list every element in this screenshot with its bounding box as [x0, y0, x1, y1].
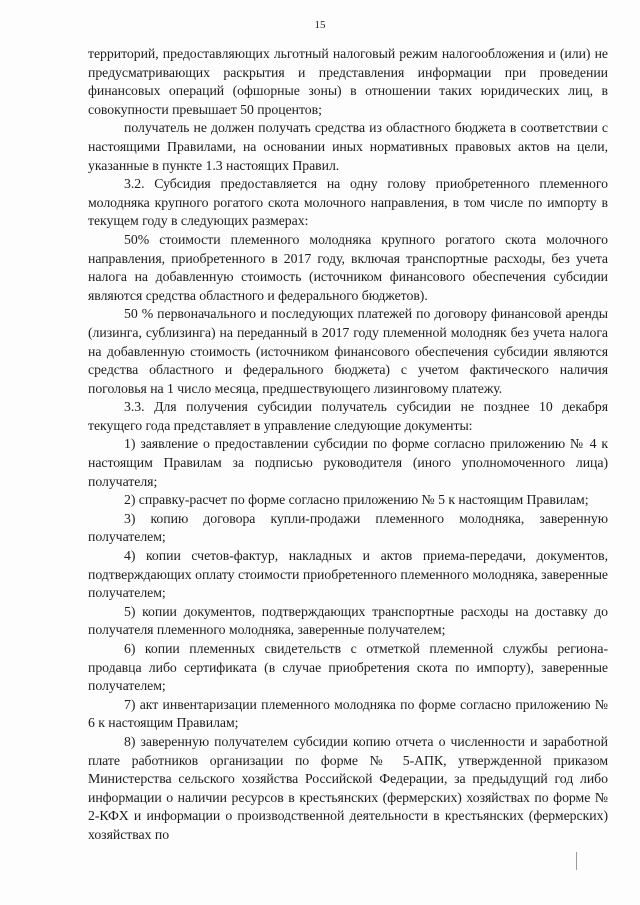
paragraph-subsidy-50-percent-cost: 50% стоимости племенного молодняка крупного рогатого скота молочного направления, приобретенного в 2017 году, включая транспортные расходы, без учета налога на добавленную стоимость (источником финансового обеспечения субсидии являются средства областного и федерального бюджетов). [88, 231, 608, 303]
list-item-4-invoices: 4) копии счетов-фактур, накладных и актов приема-передачи, документов, подтверждающих оплату стоимости приобретенного племенного молодняка, заверенные получателем; [88, 548, 608, 601]
list-item-1-application: 1) заявление о предоставлении субсидии по форме согласно приложению № 4 к настоящим Правилам за подписью руководителя (иного уполномоченного лица) получателя; [88, 436, 608, 489]
list-item-8-report-copy: 8) заверенную получателем субсидии копию отчета о численности и заработной плате работников организации по форме № 5-АПК, утвержденной приказом Министерства сельского хозяйства Российской Федерации, за предыдущий год либо информации о наличии ресурсов в крестьянских (фермерских) хозяйствах по форме № 2-КФХ и информации о производственной деятельности в крестьянских (фермерских) хозяйствах по [88, 733, 608, 842]
list-item-3-contract-copy: 3) копию договора купли-продажи племенного молодняка, заверенную получателем; [88, 510, 608, 545]
list-item-2-calculation: 2) справку-расчет по форме согласно приложению № 5 к настоящим Правилам; [124, 492, 589, 508]
paragraph-section-3-2: 3.2. Субсидия предоставляется на одну голову приобретенного племенного молодняка крупного рогатого скота молочного направления, в том числе по импорту в текущем году в следующих размерах: [88, 176, 608, 229]
scan-edge-mark [576, 852, 577, 870]
document-body [88, 45, 608, 845]
paragraph-subsidy-50-percent-leasing: 50 % первоначального и последующих платежей по договору финансовой аренды (лизинга, сублизинга) на переданный в 2017 году племенной молодняк без учета налога на добавленную стоимость (источником финансового обеспечения субсидии являются средства областного и федерального бюджета) с учетом фактического наличия поголовья на 1 число месяца, предшествующего лизинговому платежу. [88, 306, 608, 396]
paragraph-offshore-continuation: территорий, предоставляющих льготный налоговый режим налогообложения и (или) не предусматривающих раскрытия и представления информации при проведении финансовых операций (офшорные зоны) в отношении таких юридических лиц, в совокупности превышает 50 процентов; [88, 46, 608, 117]
page-number: 15 [314, 19, 326, 31]
list-item-5-transport-documents: 5) копии документов, подтверждающих транспортные расходы на доставку до получателя племенного молодняка, заверенные получателем; [88, 603, 608, 638]
paragraph-section-3-3: 3.3. Для получения субсидии получатель субсидии не позднее 10 декабря текущего года представляет в управление следующие документы: [88, 399, 608, 433]
list-item-7-inventory-act: 7) акт инвентаризации племенного молодняка по форме согласно приложению № 6 к настоящим Правилам; [88, 696, 608, 731]
list-item-6-breeding-certificates: 6) копии племенных свидетельств с отметкой племенной службы региона-продавца либо сертификата (в случае приобретения скота по импорту), заверенные получателем; [88, 641, 608, 694]
paragraph-recipient-condition: получатель не должен получать средства из областного бюджета в соответствии с настоящими Правилами, на основании иных нормативных правовых актов на цели, указанные в пункте 1.3 настоящих Правил. [88, 120, 608, 173]
